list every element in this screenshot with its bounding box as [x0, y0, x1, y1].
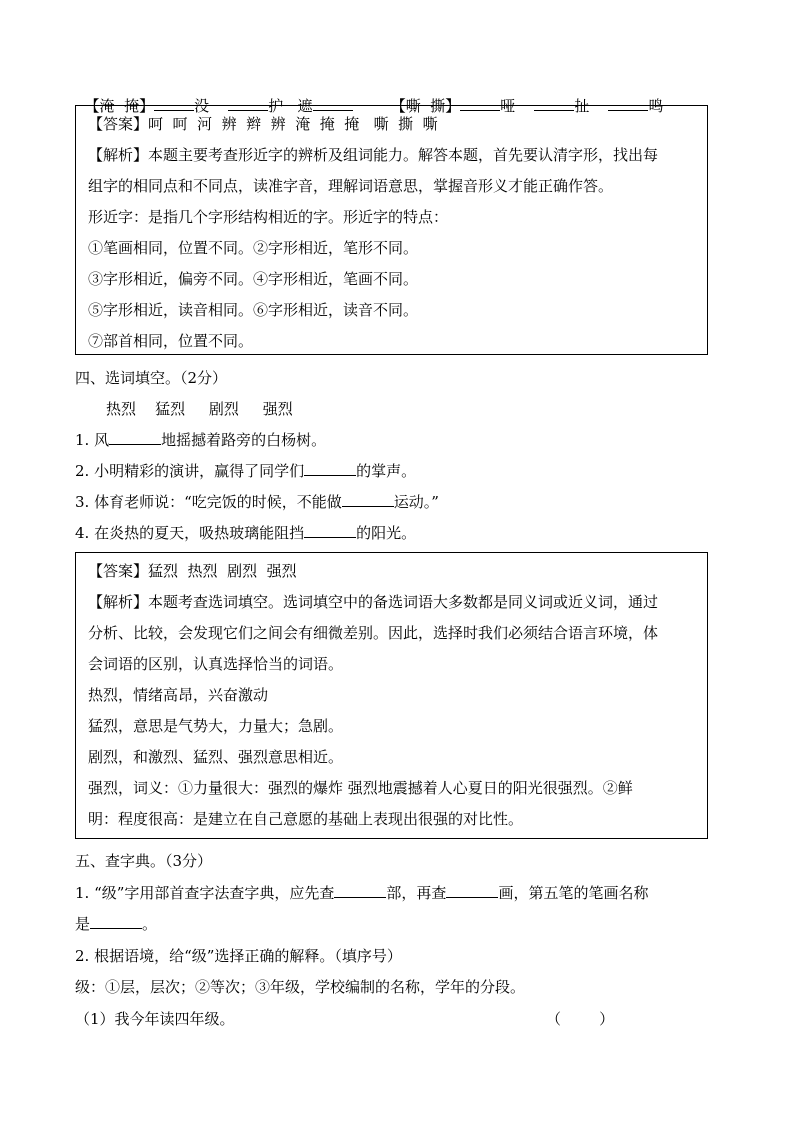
question-item: 是 。	[75, 915, 158, 933]
answer-box-2	[75, 552, 708, 839]
blank-field[interactable]	[304, 461, 356, 476]
feature-line: ⑤字形相近，读音相同。⑥字形相近，读音不同。	[88, 301, 419, 319]
word-choices: 热烈 猛烈 剧烈 强烈	[106, 400, 293, 418]
section-title: 五、查字典。（3分）	[75, 852, 213, 870]
question-item: 2. 根据语境，给“级”选择正确的解释。（填序号）	[75, 947, 402, 965]
answer-line: 【答案】猛烈 热烈 剧烈 强烈	[88, 562, 297, 580]
answer-line: 【答案】呵 呵 河 辨 辫 辨 淹 掩 掩 嘶 撕 嘶	[88, 115, 438, 133]
analysis-line: 会词语的区别，认真选择恰当的词语。	[88, 655, 344, 673]
blank-field[interactable]	[446, 883, 498, 898]
blank-field[interactable]	[342, 492, 394, 507]
analysis-line: 【解析】本题主要考查形近字的辨析及组词能力。解答本题，首先要认清字形，找出每	[88, 146, 659, 164]
question-item: 1. 风 地摇撼着路旁的白杨树。	[75, 431, 327, 449]
word-item: 遮	[297, 97, 313, 115]
answer-paren[interactable]: （ ）	[546, 1010, 615, 1028]
group-label-yan: 【淹 掩】	[84, 97, 155, 115]
definition-line: 强烈，词义：①力量很大：强烈的爆炸 强烈地震撼着人心夏日的阳光很强烈。②鲜	[88, 779, 633, 797]
answer-box-1	[75, 105, 708, 355]
analysis-line: 组字的相同点和不同点，读准字音，理解词语意思，掌握音形义才能正确作答。	[88, 177, 614, 195]
question-item: 4. 在炎热的夏天，吸热玻璃能阻挡 的阳光。	[75, 524, 417, 542]
word-item: 没	[194, 97, 210, 115]
word-item: 护	[268, 97, 284, 115]
definition-line: 剧烈，和激烈、猛烈、强烈意思相近。	[88, 748, 344, 766]
word-item: 哑	[500, 97, 516, 115]
analysis-line: 分析、比较，会发现它们之间会有细微差别。因此，选择时我们必须结合语言环境，体	[88, 624, 659, 642]
blank-field[interactable]	[304, 523, 356, 538]
feature-line: ①笔画相同，位置不同。②字形相近，笔形不同。	[88, 239, 419, 257]
group-label-si: 【嘶 撕】	[390, 97, 461, 115]
question-item: 1. “级”字用部首查字法查字典，应先查 部，再查 画，第五笔的笔画名称	[75, 884, 649, 902]
question-item: 2. 小明精彩的演讲，赢得了同学们 的掌声。	[75, 462, 417, 480]
feature-line: ⑦部首相同，位置不同。	[88, 332, 254, 350]
meaning-list: 级：①层，层次；②等次；③年级，学校编制的名称，学年的分段。	[75, 978, 526, 996]
feature-line: ③字形相近，偏旁不同。④字形相近，笔画不同。	[88, 270, 419, 288]
definition-line: 热烈，情绪高昂，兴奋激动	[88, 686, 269, 704]
blank-field[interactable]	[334, 883, 386, 898]
word-item: 扯	[574, 97, 590, 115]
section-title: 四、选词填空。（2分）	[75, 369, 228, 387]
definition-line: 猛烈，意思是气势大，力量大；急剧。	[88, 717, 344, 735]
question-item: 3. 体育老师说：“吃完饭的时候，不能做 运动。”	[75, 493, 439, 511]
sentence-item: （1）我今年读四年级。	[75, 1010, 235, 1028]
word-item: 鸣	[648, 97, 664, 115]
analysis-line: 【解析】本题考查选词填空。选词填空中的备选词语大多数都是同义词或近义词，通过	[88, 593, 659, 611]
definition-line: 明：程度很高：是建立在自己意愿的基础上表现出很强的对比性。	[88, 810, 524, 828]
blank-field[interactable]	[90, 914, 142, 929]
blank-field[interactable]	[109, 430, 161, 445]
definition-line: 形近字：是指几个字形结构相近的字。形近字的特点：	[88, 208, 449, 226]
